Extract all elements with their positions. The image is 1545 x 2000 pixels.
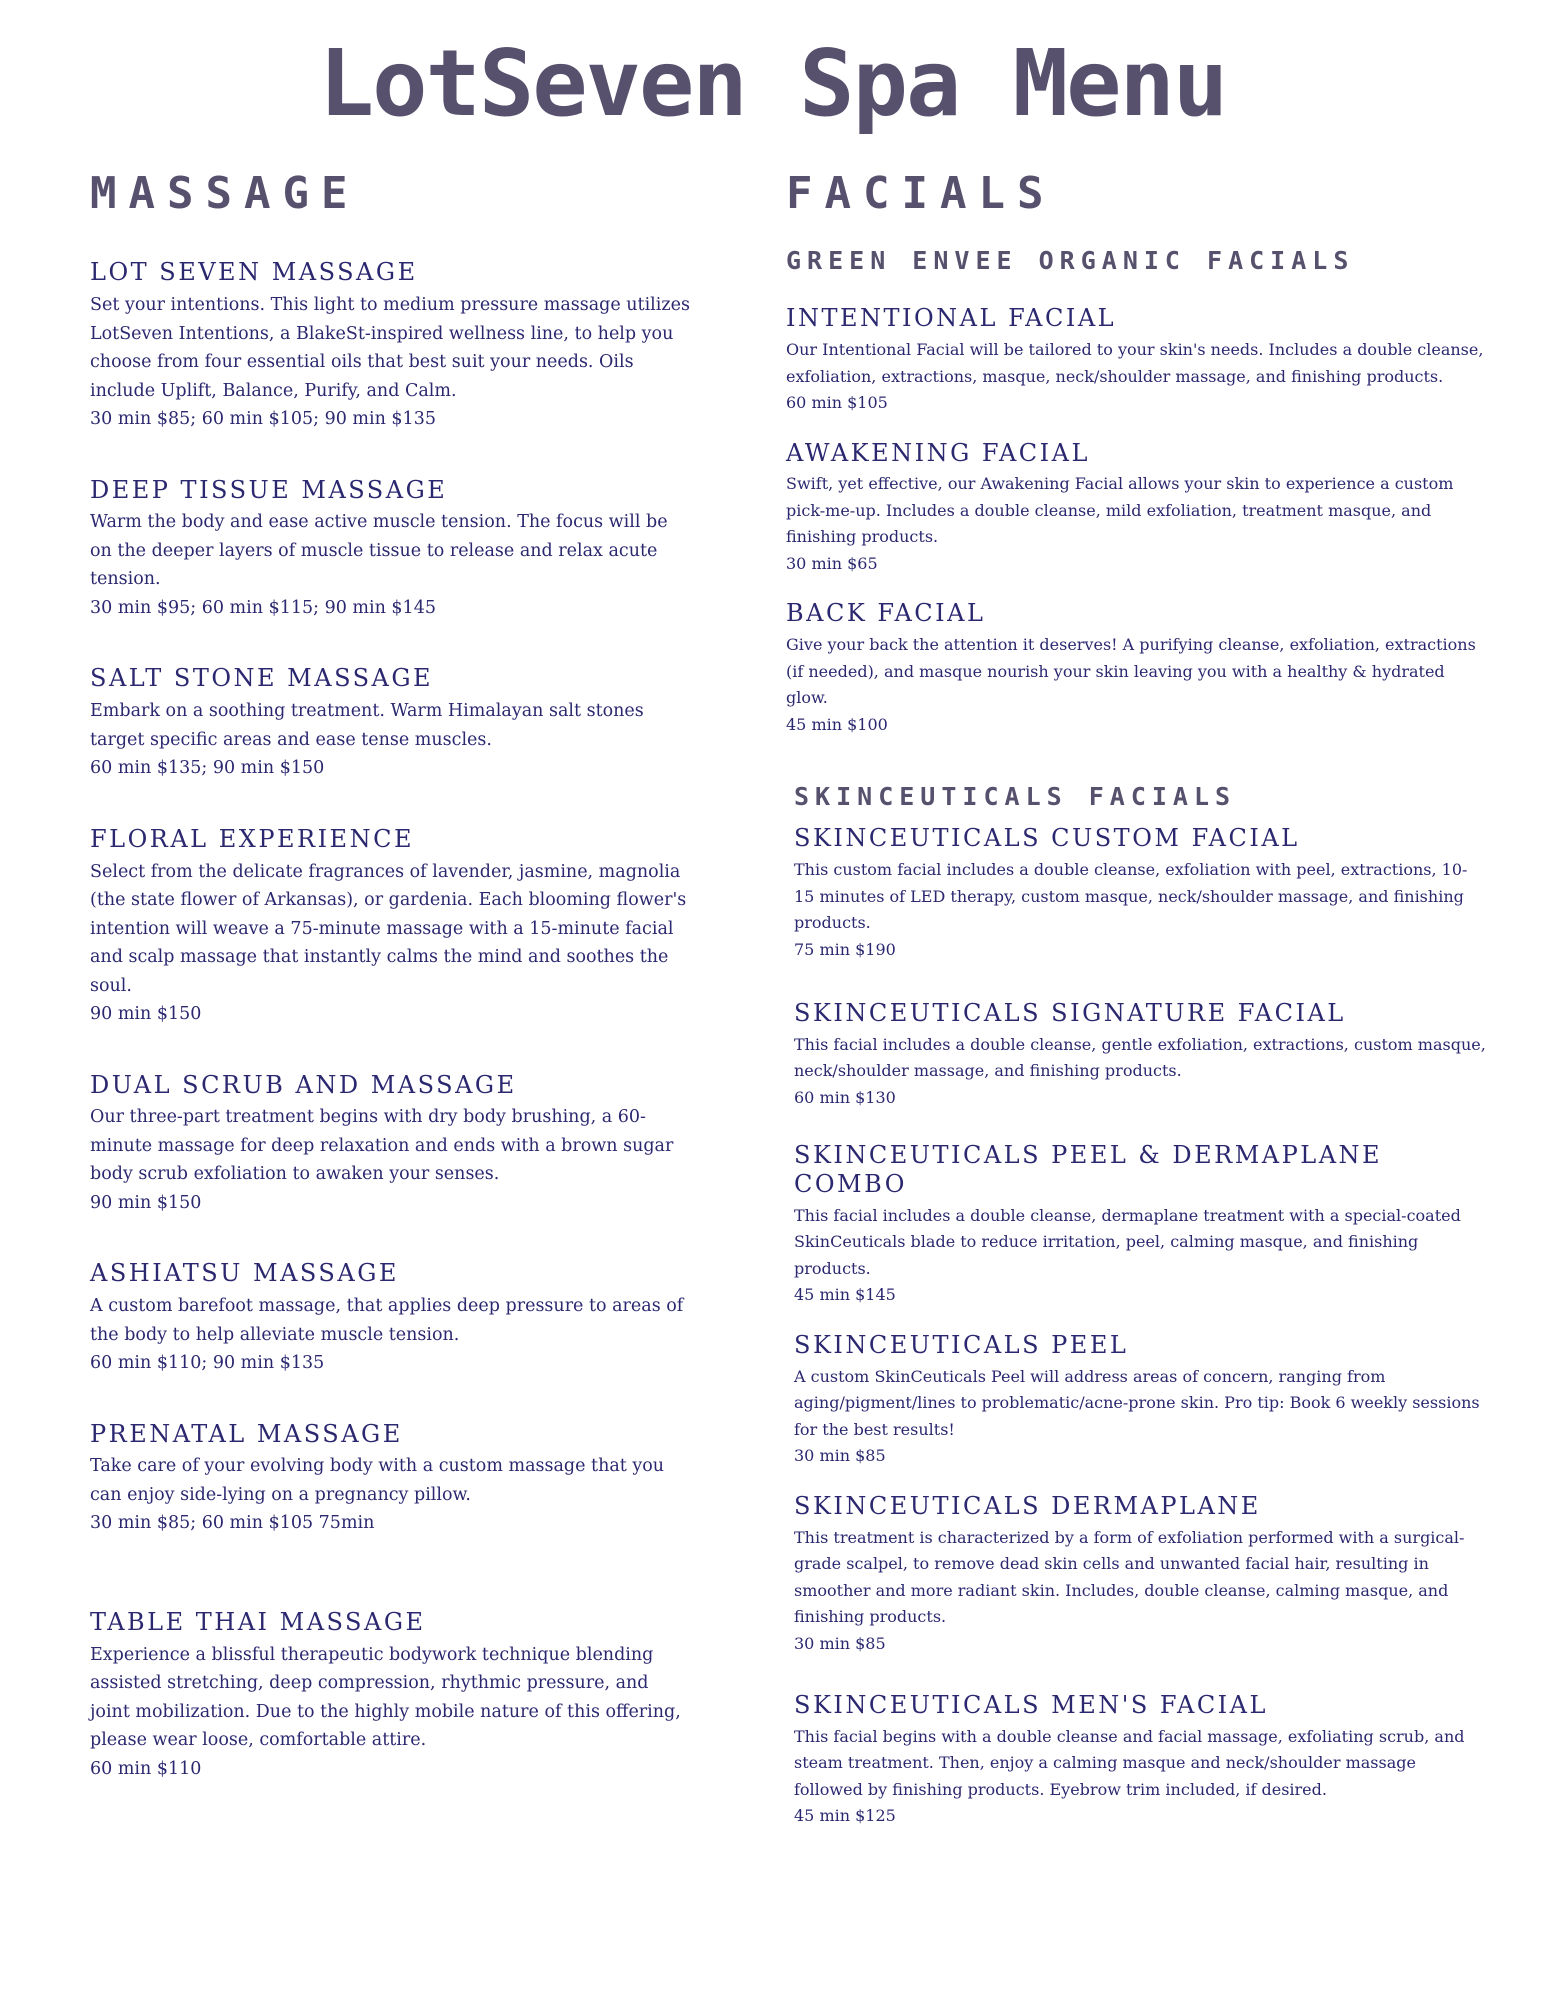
service-name: PRENATAL MASSAGE — [90, 1419, 403, 1448]
service-price: 30 min $85; 60 min $105 75min — [90, 1513, 375, 1534]
service-name: LOT SEVEN MASSAGE — [90, 258, 418, 287]
service-name: SKINCEUTICALS SIGNATURE FACIAL — [794, 999, 1346, 1028]
service-description: A custom SkinCeuticals Peel will address areas of concern, ranging from aging/pigment/lines to problematic/acne-prone skin. Pro tip: Book 6 weekly sessions for the best results! — [794, 1366, 1480, 1439]
service-name: DUAL SCRUB AND MASSAGE — [90, 1070, 517, 1099]
service-back-facial — [786, 599, 1486, 738]
service-price: 30 min $85 — [794, 1633, 886, 1653]
service-description: A custom barefoot massage, that applies deep pressure to areas of the body to help alleviate muscle tension. — [90, 1296, 684, 1345]
service-description: Take care of your evolving body with a custom massage that you can enjoy side-lying on a pregnancy pillow. — [90, 1456, 665, 1505]
massage-heading: MASSAGE — [90, 168, 360, 219]
service-name: DEEP TISSUE MASSAGE — [90, 475, 448, 504]
service-skinceuticals-signature-facial — [794, 999, 1486, 1111]
service-name: SKINCEUTICALS DERMAPLANE — [794, 1491, 1261, 1520]
facials-heading: FACIALS — [786, 168, 1056, 219]
page-title: LotSeven Spa Menu — [318, 30, 1227, 137]
service-name: AWAKENING FACIAL — [786, 438, 1090, 467]
service-description: Give your back the attention it deserves! A purifying cleanse, exfoliation, extractions (if needed), and masque nourish your skin leaving you with a healthy & hydrated glow. — [786, 635, 1476, 708]
service-price: 30 min $95; 60 min $115; 90 min $145 — [90, 597, 436, 618]
service-price: 90 min $150 — [90, 1192, 202, 1213]
service-name: ASHIATSU MASSAGE — [90, 1259, 399, 1288]
service-price: 75 min $190 — [794, 939, 896, 959]
service-description: Set your intentions. This light to medium pressure massage utilizes LotSeven Intentions, a BlakeSt-inspired wellness line, to help you choose from four essential oils that best suit your needs. Oils include Uplift, Balance, Purify, and Calm. — [90, 295, 690, 401]
service-description: Our Intentional Facial will be tailored to your skin's needs. Includes a double cleanse, exfoliation, extractions, masque, neck/shoulder massage, and finishing products. — [786, 340, 1484, 386]
service-prenatal-massage — [90, 1420, 690, 1538]
service-description: This facial includes a double cleanse, dermaplane treatment with a special-coated SkinCeuticals blade to reduce irritation, peel, calming masque, and finishing products. — [794, 1205, 1461, 1278]
service-description: This treatment is characterized by a form of exfoliation performed with a surgical-grade scalpel, to remove dead skin cells and unwanted facial hair, resulting in smoother and more radiant skin. Includes, double cleanse, calming masque, and finishing products. — [794, 1527, 1465, 1627]
service-skinceuticals-peel-dermaplane-combo — [794, 1141, 1486, 1309]
service-table-thai-massage — [90, 1608, 690, 1783]
service-description: Our three-part treatment begins with dry body brushing, a 60-minute massage for deep relaxation and ends with a brown sugar body scrub exfoliation to awaken your senses. — [90, 1107, 674, 1185]
service-description: This custom facial includes a double cleanse, exfoliation with peel, extractions, 10-15 minutes of LED therapy, custom masque, neck/shoulder massage, and finishing products. — [794, 860, 1468, 933]
service-description: Select from the delicate fragrances of lavender, jasmine, magnolia (the state flower of Arkansas), or gardenia. Each blooming flower's intention will weave a 75-minute massage with a 15-minute facial and scalp massage that instantly calms the mind and soothes the soul. — [90, 861, 687, 996]
service-skinceuticals-mens-facial — [794, 1691, 1486, 1830]
service-name: FLORAL EXPERIENCE — [90, 824, 414, 853]
service-dual-scrub-and-massage — [90, 1071, 690, 1218]
service-deep-tissue-massage — [90, 476, 690, 623]
service-awakening-facial — [786, 439, 1486, 578]
service-floral-experience — [90, 825, 690, 1029]
service-description: Warm the body and ease active muscle tension. The focus will be on the deeper layers of muscle tissue to release and relax acute tension. — [90, 512, 668, 590]
service-description: This facial includes a double cleanse, gentle exfoliation, extractions, custom masque, neck/shoulder massage, and finishing products. — [794, 1034, 1486, 1081]
service-name: TABLE THAI MASSAGE — [90, 1607, 426, 1636]
service-price: 60 min $135; 90 min $150 — [90, 758, 325, 779]
service-skinceuticals-dermaplane — [794, 1492, 1486, 1657]
service-skinceuticals-custom-facial — [794, 824, 1486, 963]
service-price: 30 min $85 — [794, 1446, 886, 1466]
service-name: SKINCEUTICALS MEN'S FACIAL — [794, 1691, 1268, 1720]
service-price: 30 min $65 — [786, 553, 878, 573]
service-price: 60 min $110; 90 min $135 — [90, 1353, 325, 1374]
skinceuticals-heading: SKINCEUTICALS FACIALS — [794, 782, 1237, 812]
service-skinceuticals-peel — [794, 1331, 1486, 1470]
service-name: SALT STONE MASSAGE — [90, 664, 434, 693]
service-description: Experience a blissful therapeutic bodywork technique blending assisted stretching, deep compression, rhythmic pressure, and joint mobilization. Due to the highly mobile nature of this offering, please wear loose, comfortable attire. — [90, 1644, 681, 1751]
facials-column — [786, 170, 1486, 1852]
service-name: SKINCEUTICALS CUSTOM FACIAL — [794, 824, 1300, 853]
service-ashiatsu-massage — [90, 1259, 690, 1377]
service-salt-stone-massage — [90, 664, 690, 782]
service-intentional-facial — [786, 304, 1486, 416]
service-price: 45 min $100 — [786, 714, 888, 734]
service-lot-seven-massage — [90, 258, 690, 433]
service-name: SKINCEUTICALS PEEL & DERMAPLANE COMBO — [794, 1141, 1383, 1199]
service-description: Swift, yet effective, our Awakening Facial allows your skin to experience a custom pick-me-up. Includes a double cleanse, mild exfoliation, treatment masque, and finishing products. — [786, 474, 1454, 547]
service-price: 60 min $110 — [90, 1758, 202, 1779]
service-description: This facial begins with a double cleanse and facial massage, exfoliating scrub, and steam treatment. Then, enjoy a calming masque and neck/shoulder massage followed by finishing products. Eyebrow trim included, if desired. — [794, 1726, 1465, 1799]
service-name: BACK FACIAL — [786, 599, 986, 628]
service-price: 60 min $105 — [786, 393, 888, 413]
service-price: 30 min $85; 60 min $105; 90 min $135 — [90, 409, 436, 430]
service-price: 60 min $130 — [794, 1087, 896, 1107]
service-description: Embark on a soothing treatment. Warm Himalayan salt stones target specific areas and ease tense muscles. — [90, 701, 644, 750]
massage-column — [90, 170, 690, 1825]
service-price: 45 min $145 — [794, 1285, 896, 1305]
service-name: INTENTIONAL FACIAL — [786, 304, 1117, 333]
green-envee-heading: GREEN ENVEE ORGANIC FACIALS — [786, 246, 1355, 276]
service-price: 45 min $125 — [794, 1806, 896, 1826]
service-price: 90 min $150 — [90, 1004, 202, 1025]
service-name: SKINCEUTICALS PEEL — [794, 1330, 1129, 1359]
